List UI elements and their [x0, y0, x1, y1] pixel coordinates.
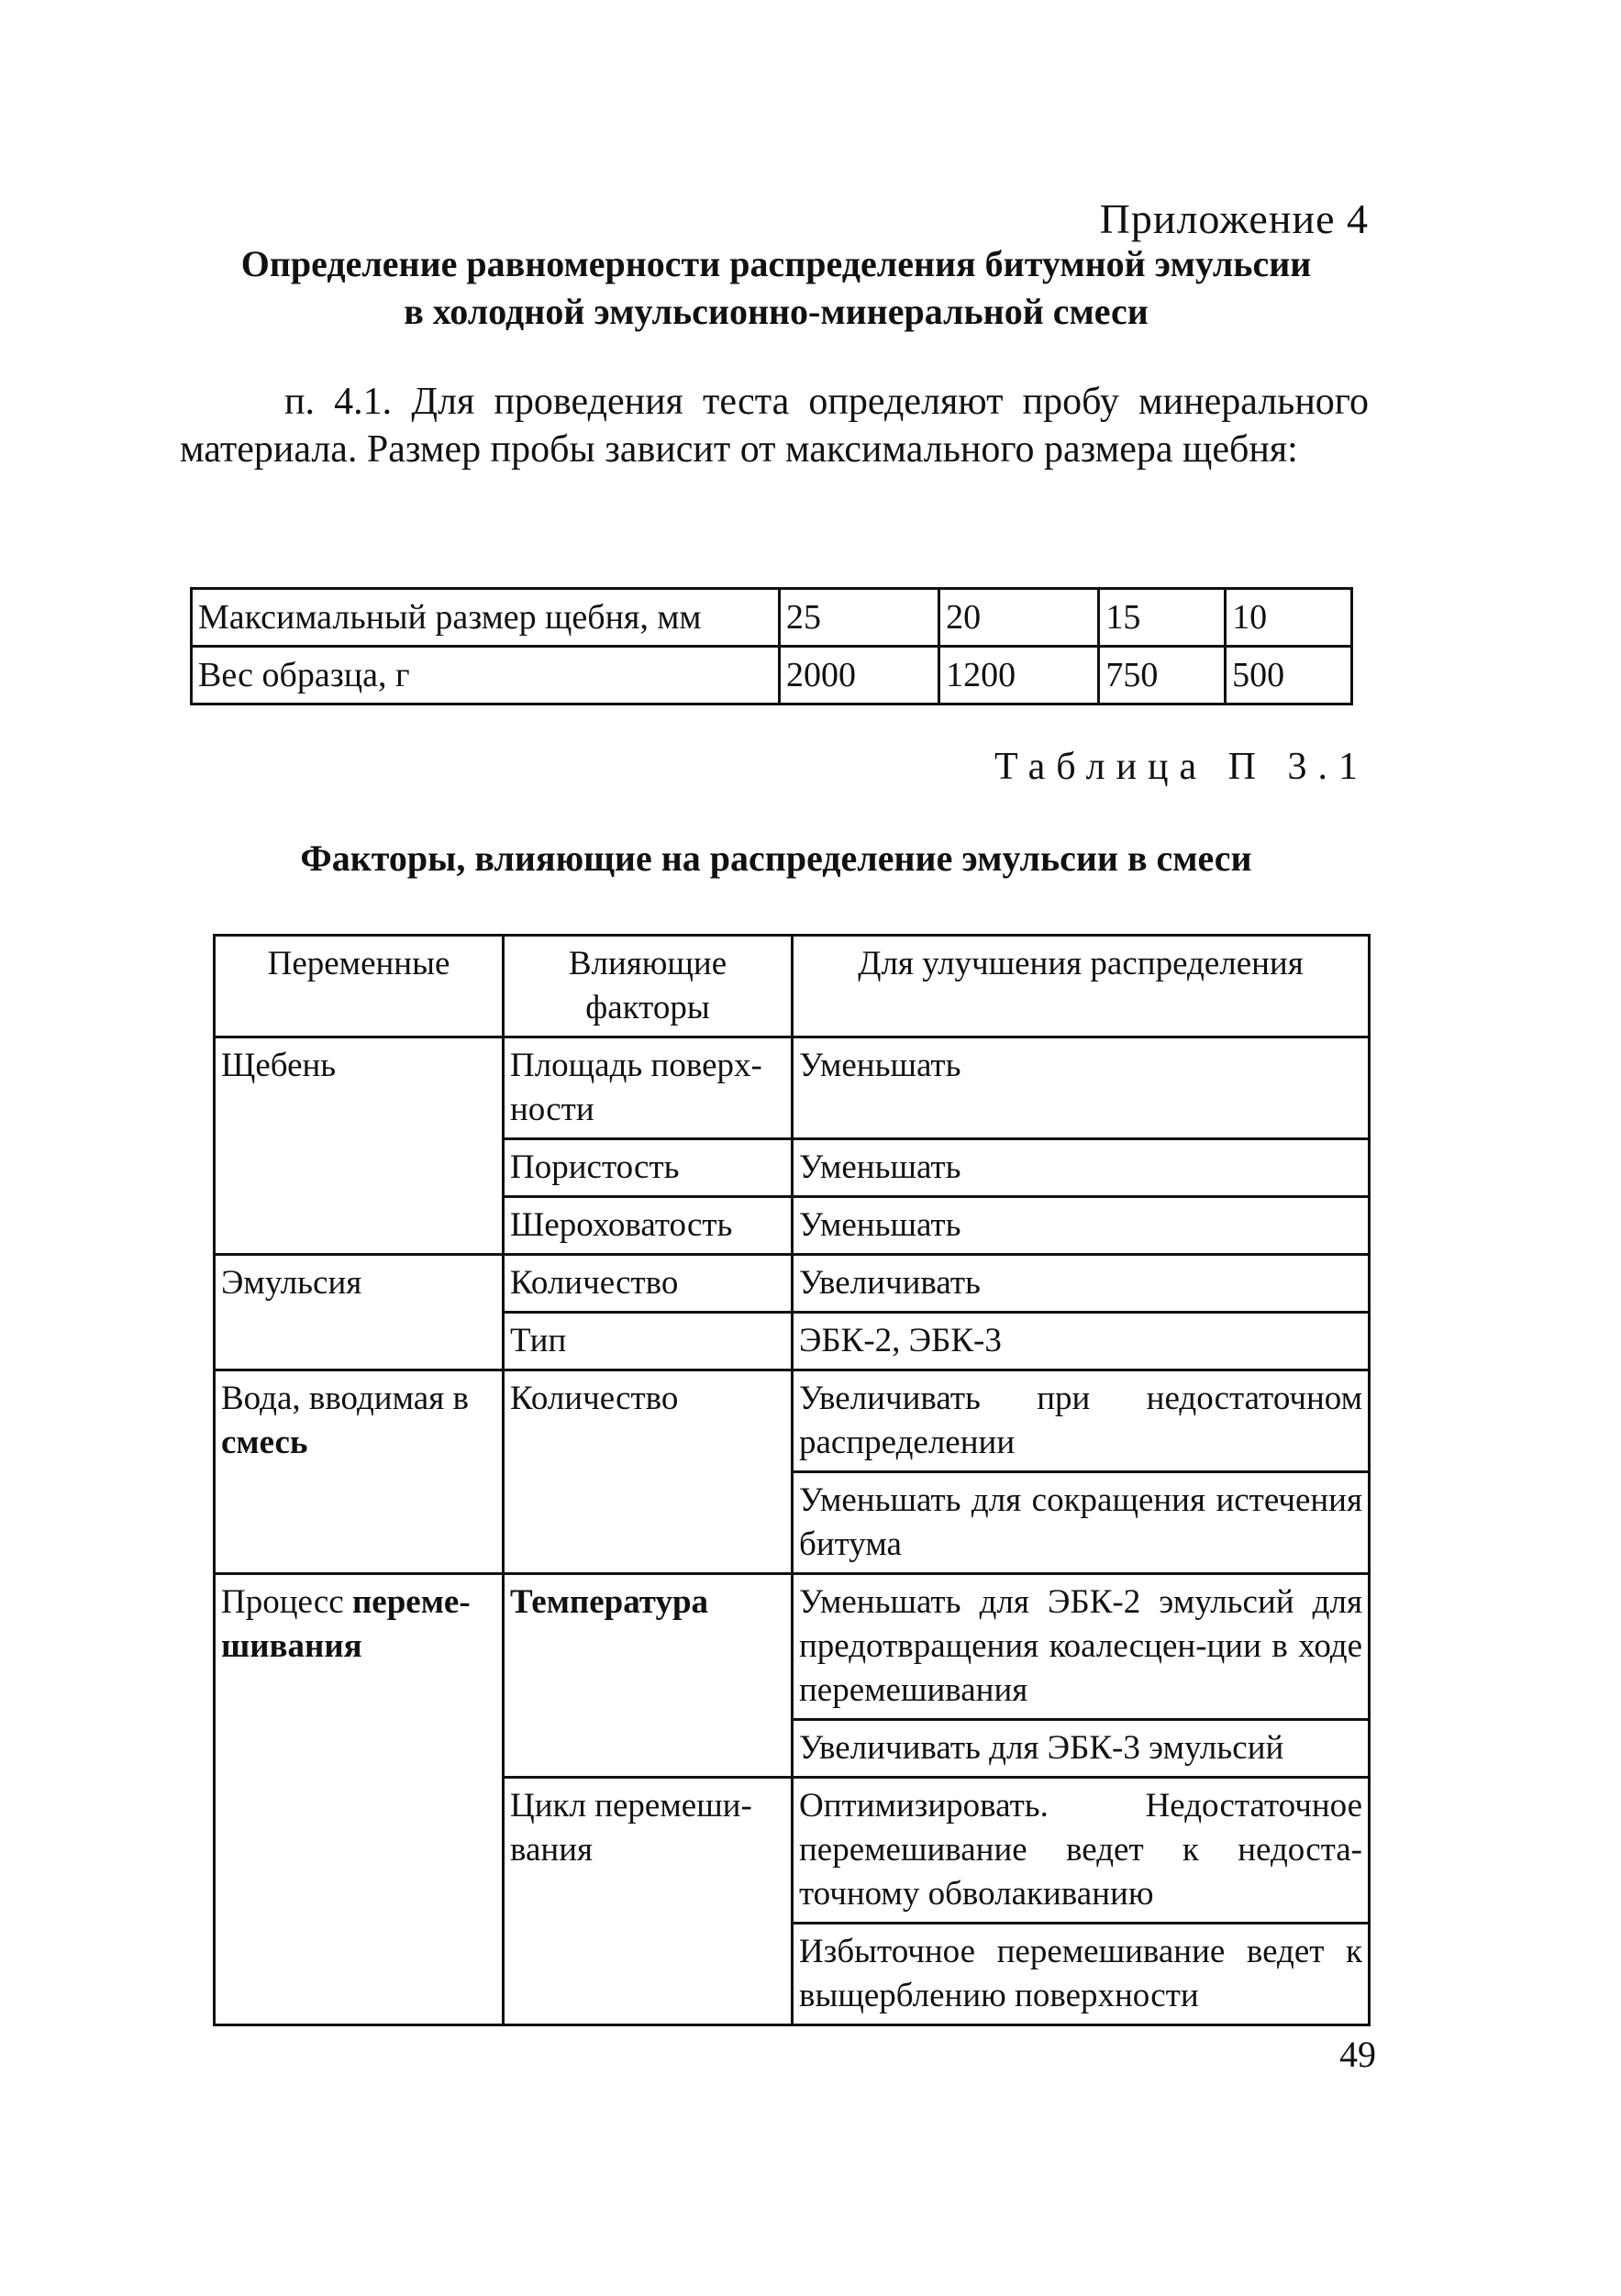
factor-quantity: Количество — [504, 1255, 793, 1313]
table-cell: 25 — [780, 589, 939, 647]
table-header-row — [215, 936, 1370, 1037]
table-cell: 1200 — [939, 647, 1099, 704]
table-row — [215, 1037, 1370, 1139]
factor-temperature: Температура — [504, 1574, 793, 1778]
page-number: 49 — [1339, 2034, 1376, 2075]
effect-cell: ЭБК-2, ЭБК-3 — [793, 1313, 1370, 1370]
effect-cell: Увеличивать — [793, 1255, 1370, 1313]
table-row — [215, 1574, 1370, 1720]
table-cell: 10 — [1226, 589, 1352, 647]
effect-cell: Увеличивать для ЭБК-3 эмульсий — [793, 1720, 1370, 1778]
header-factors: Влияющие факторы — [504, 936, 793, 1037]
table-cell: 750 — [1099, 647, 1226, 704]
row-label-max-size: Максимальный размер щебня, мм — [192, 589, 780, 647]
table-row — [192, 589, 1352, 647]
variable-water-text-b: смесь — [221, 1424, 308, 1461]
table-row — [215, 1255, 1370, 1313]
table-cell: 15 — [1099, 589, 1226, 647]
sample-size-table — [190, 587, 1353, 705]
factor-porosity: Пористость — [504, 1139, 793, 1197]
variable-mixing-process — [215, 1574, 504, 2025]
table-number-label: Таблица П 3.1 — [994, 746, 1369, 788]
effect-cell: Избыточное перемешивание ведет к выщерблению поверхности — [793, 1924, 1370, 2025]
effect-cell: Оптимизировать. Недостаточное перемешивание ведет к недоста-точному обволакиванию — [793, 1778, 1370, 1924]
effect-cell: Уменьшать — [793, 1197, 1370, 1255]
factor-mixing-cycle: Цикл перемеши-вания — [504, 1778, 793, 2025]
table-cell: 20 — [939, 589, 1099, 647]
row-label-sample-weight: Вес образца, г — [192, 647, 780, 704]
variable-emulsion: Эмульсия — [215, 1255, 504, 1370]
table-row — [215, 1370, 1370, 1472]
header-improvement: Для улучшения распределения — [793, 936, 1370, 1037]
effect-cell: Уменьшать для ЭБК-2 эмульсий для предотвращения коалесцен-ции в ходе перемешивания — [793, 1574, 1370, 1720]
variable-mixing-text-a: Процесс — [221, 1583, 344, 1621]
variable-water-text-a: Вода, вводимая в — [221, 1380, 469, 1417]
header-variables: Переменные — [215, 936, 504, 1037]
paragraph-4-1: п. 4.1. Для проведения теста определяют пробу минерального материала. Размер пробы зависит от максимального размера щебня: — [180, 381, 1369, 471]
table-cell: 2000 — [780, 647, 939, 704]
factor-roughness: Шероховатость — [504, 1197, 793, 1255]
factor-type: Тип — [504, 1313, 793, 1370]
document-title — [183, 240, 1369, 336]
effect-cell: Увеличивать при недостаточном распределении — [793, 1370, 1370, 1472]
factors-table — [213, 934, 1371, 2026]
factor-quantity: Количество — [504, 1370, 793, 1574]
effect-cell: Уменьшать — [793, 1139, 1370, 1197]
variable-water — [215, 1370, 504, 1574]
effect-cell: Уменьшать для сокращения истечения битума — [793, 1472, 1370, 1574]
title-line-2: в холодной эмульсионно-минеральной смеси — [404, 291, 1149, 332]
title-line-1: Определение равномерности распределения битумной эмульсии — [240, 243, 1312, 284]
effect-cell: Уменьшать — [793, 1037, 1370, 1139]
variable-crushed-stone: Щебень — [215, 1037, 504, 1255]
table-row — [192, 647, 1352, 704]
factor-surface-area: Площадь поверх-ности — [504, 1037, 793, 1139]
variable-mixing-text-b: переме-шивания — [221, 1583, 471, 1665]
appendix-label: Приложение 4 — [1099, 195, 1369, 242]
table-cell: 500 — [1226, 647, 1352, 704]
table-title: Факторы, влияющие на распределение эмульсии в смеси — [300, 837, 1252, 879]
